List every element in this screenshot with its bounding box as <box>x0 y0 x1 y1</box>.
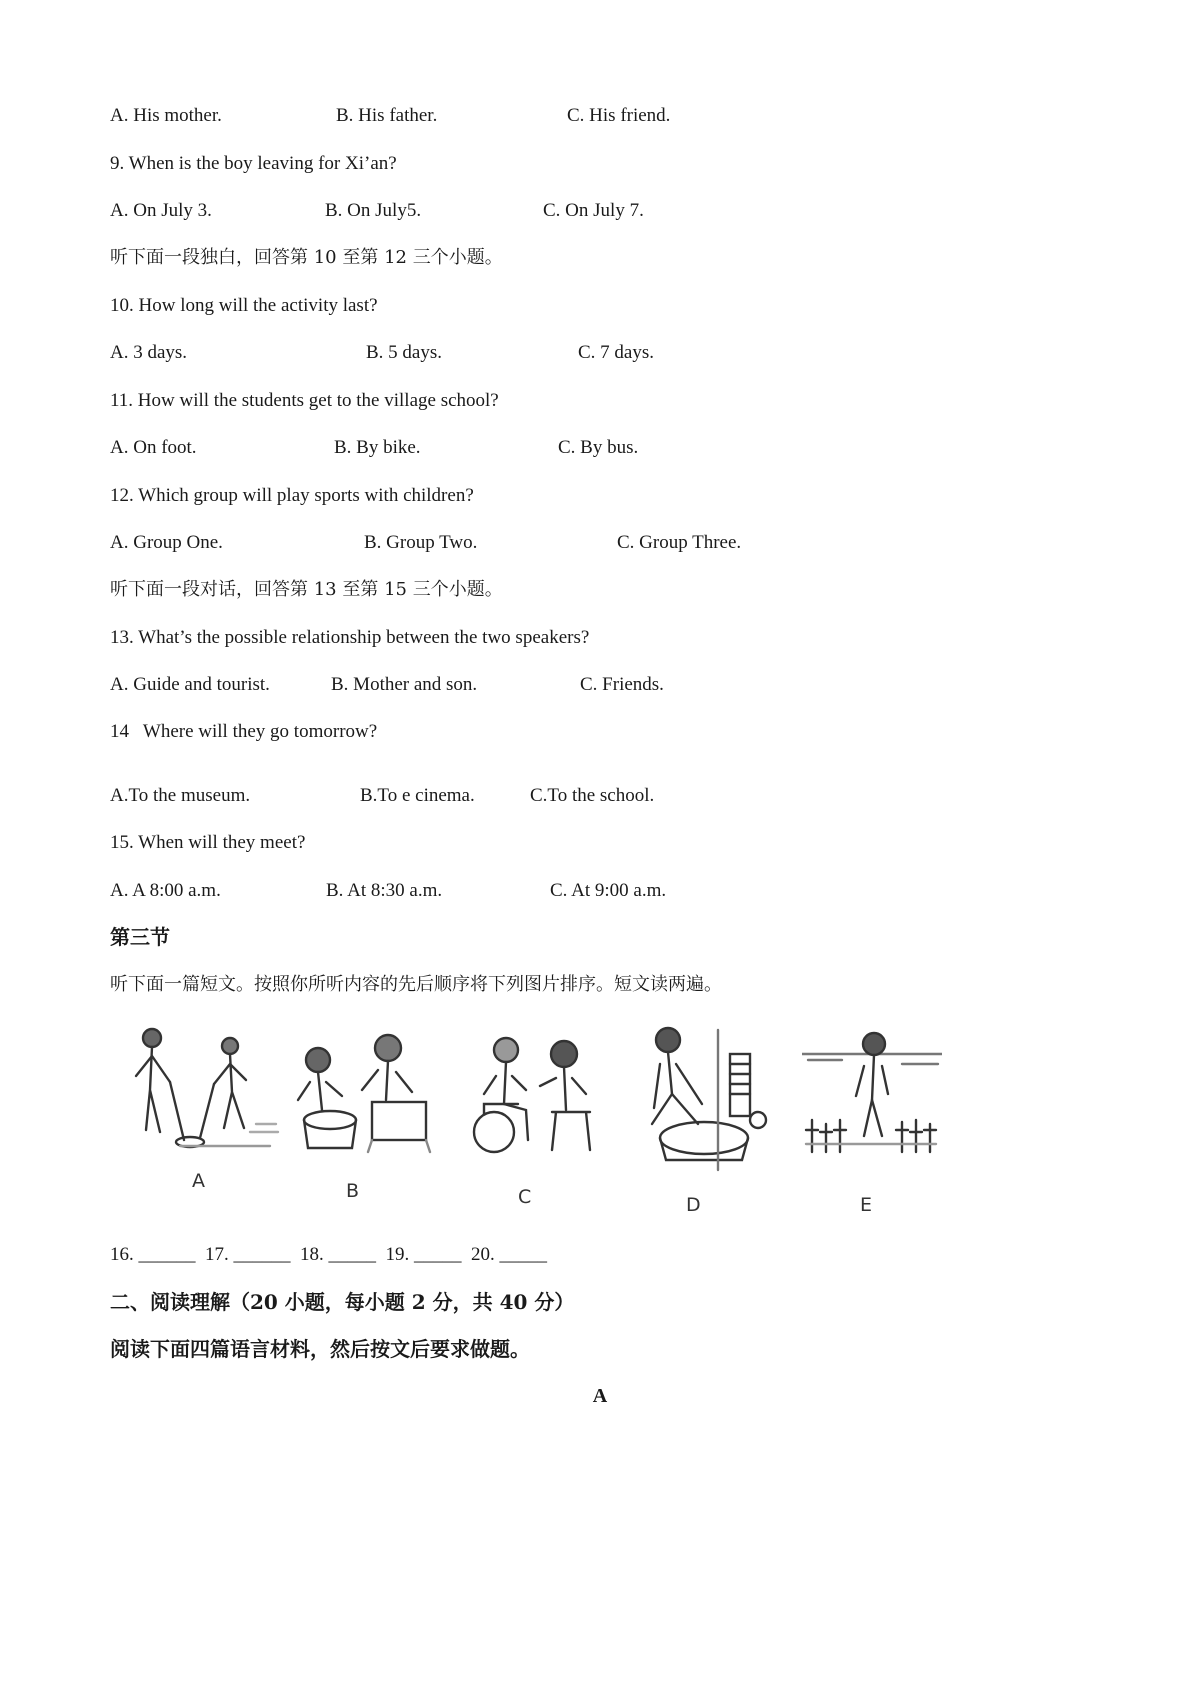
q9-option-a: A. On July 3. <box>110 200 212 221</box>
q10-option-b: B. 5 days. <box>366 342 442 363</box>
q11-question: 11. How will the students get to the village school? <box>110 390 499 411</box>
q15-option-c: C. At 9:00 a.m. <box>550 880 667 901</box>
picture-label-d: D <box>686 1194 701 1216</box>
answer-blanks[interactable]: 16. ______ 17. ______ 18. _____ 19. _____ 20. _____ <box>110 1244 547 1265</box>
q10-option-c: C. 7 days. <box>578 342 654 363</box>
q8-option-c: C. His friend. <box>567 105 671 126</box>
picture-e <box>802 1020 942 1180</box>
q8-option-a: A. His mother. <box>110 105 222 126</box>
picture-label-c: C <box>518 1186 532 1208</box>
q14-option-b: B.To e cinema. <box>360 785 475 806</box>
q12-option-b: B. Group Two. <box>364 532 478 553</box>
elderly-wheelchair-picture-icon <box>466 1020 606 1170</box>
q12-option-a: A. Group One. <box>110 532 223 553</box>
q11-option-c: C. By bus. <box>558 437 639 458</box>
picture-label-b: B <box>346 1180 360 1202</box>
washing-picture-icon <box>288 1020 438 1160</box>
q12-option-c: C. Group Three. <box>617 532 742 553</box>
passage-label: A <box>592 1385 608 1407</box>
q10-option-a: A. 3 days. <box>110 342 188 363</box>
q9-question: 9. When is the boy leaving for Xi’an? <box>110 153 397 174</box>
q14-question: 14 Where will they go tomorrow? <box>110 721 378 742</box>
q13-option-b: B. Mother and son. <box>331 674 478 695</box>
dialogue-instruction: 听下面一段对话，回答第 13 至第 15 三个小题。 <box>110 579 503 600</box>
q13-question: 13. What’s the possible relationship between the two speakers? <box>110 627 590 648</box>
part2-title: 二、阅读理解（20 小题，每小题 2 分，共 40 分） <box>110 1290 575 1314</box>
picture-label-e: E <box>860 1194 873 1216</box>
picture-b <box>288 1020 438 1160</box>
q10-question: 10. How long will the activity last? <box>110 295 378 316</box>
q8-option-b: B. His father. <box>336 105 438 126</box>
q11-option-a: A. On foot. <box>110 437 197 458</box>
q9-option-b: B. On July5. <box>325 200 422 221</box>
q15-option-b: B. At 8:30 a.m. <box>326 880 443 901</box>
monologue-instruction: 听下面一段独白，回答第 10 至第 12 三个小题。 <box>110 247 503 268</box>
q12-question: 12. Which group will play sports with children? <box>110 485 474 506</box>
q9-option-c: C. On July 7. <box>543 200 644 221</box>
sweeping-picture-icon <box>120 1020 280 1160</box>
part2-instruction: 阅读下面四篇语言材料，然后按文后要求做题。 <box>110 1337 530 1361</box>
q15-option-a: A. A 8:00 a.m. <box>110 880 221 901</box>
q15-question: 15. When will they meet? <box>110 832 306 853</box>
picture-c <box>466 1020 606 1170</box>
planting-picture-icon <box>802 1020 942 1180</box>
section3-title: 第三节 <box>110 925 170 949</box>
q13-option-a: A. Guide and tourist. <box>110 674 270 695</box>
q13-option-c: C. Friends. <box>580 674 664 695</box>
laundry-picture-icon <box>628 1020 778 1180</box>
q11-option-b: B. By bike. <box>334 437 421 458</box>
section3-instruction: 听下面一篇短文。按照你所听内容的先后顺序将下列图片排序。短文读两遍。 <box>110 974 722 995</box>
picture-d <box>628 1020 778 1180</box>
q14-option-a: A.To the museum. <box>110 785 251 806</box>
q14-option-c: C.To the school. <box>530 785 655 806</box>
picture-a <box>120 1020 280 1160</box>
picture-label-a: A <box>192 1170 205 1192</box>
